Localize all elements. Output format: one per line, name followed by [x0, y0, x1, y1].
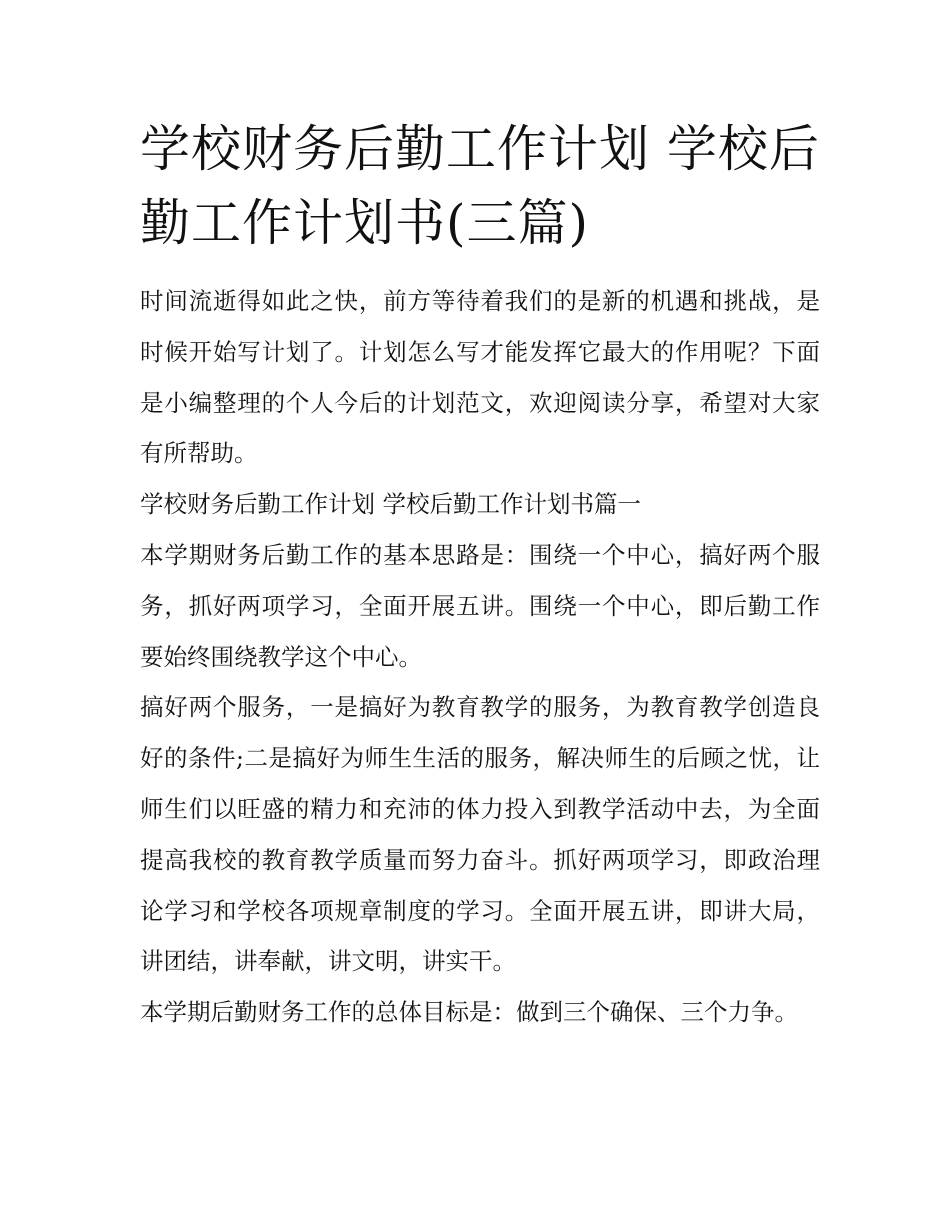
document-page: [140, 112, 820, 1038]
body-paragraph: 本学期财务后勤工作的基本思路是：围绕一个中心，搞好两个服务，抓好两项学习，全面开展五讲。围绕一个中心，即后勤工作要始终围绕教学这个中心。: [140, 540, 820, 671]
section-heading: 学校财务后勤工作计划 学校后勤工作计划书篇一: [140, 490, 641, 519]
body-paragraph: 搞好两个服务，一是搞好为教育教学的服务，为教育教学创造良好的条件;二是搞好为师生生活的服务，解决师生的后顾之忧，让师生们以旺盛的精力和充沛的体力投入到教学活动中去，为全面提高我校的教育教学质量而努力奋斗。抓好两项学习，即政治理论学习和学校各项规章制度的学习。全面开展五讲，即讲大局，讲团结，讲奉献，讲文明，讲实干。: [140, 693, 820, 976]
document-body: [140, 276, 820, 1038]
document-title: 学校财务后勤工作计划 学校后勤工作计划书(三篇): [140, 120, 820, 252]
body-paragraph: 本学期后勤财务工作的总体目标是：做到三个确保、三个力争。: [140, 998, 798, 1027]
intro-paragraph: 时间流逝得如此之快，前方等待着我们的是新的机遇和挑战，是时候开始写计划了。计划怎么写才能发挥它最大的作用呢？下面是小编整理的个人今后的计划范文，欢迎阅读分享，希望对大家有所帮助。: [140, 287, 820, 468]
